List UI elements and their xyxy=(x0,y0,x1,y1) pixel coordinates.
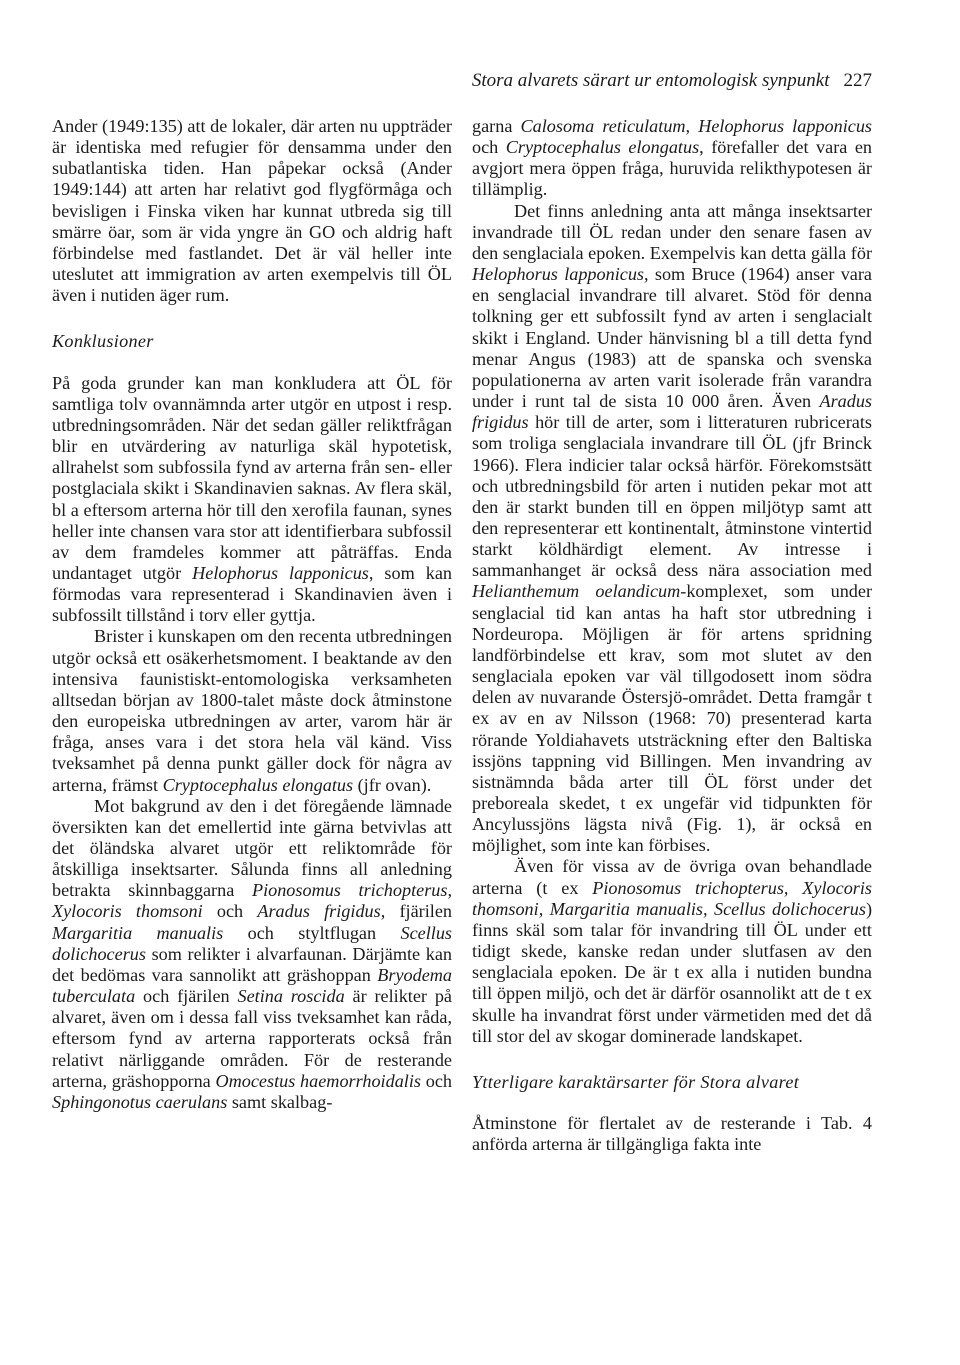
species-name: Bryodema tuberculata xyxy=(52,964,452,1007)
page-number: 227 xyxy=(843,70,872,91)
species-name: Sphingonotus caerulans xyxy=(52,1091,228,1112)
species-name: Omocestus haemorrhoidalis xyxy=(215,1070,421,1091)
text-run: (jfr ovan). xyxy=(353,774,432,795)
text-run: Mot bakgrund av den i det föregående lämnade översikten kan det emellertid inte gärna betvivlas att det öländska alvaret utgör ett reliktområde för åtskilliga insektsarter. Sålunda finns all anledning betrakta skinnbaggarna xyxy=(52,795,452,901)
species-name: Calosoma reticulatum, Helophorus lapponicus xyxy=(520,116,873,136)
species-name: Cryptocephalus elongatus xyxy=(162,774,354,795)
left-paragraph-2 xyxy=(52,373,452,627)
section-heading-ytterligare: Ytterligare karaktärsarter för Stora alvaret xyxy=(472,1071,800,1092)
right-paragraph-4 xyxy=(472,1113,872,1155)
text-run: Brister i kunskapen om den recenta utbredningen utgör också ett osäkerhetsmoment. I beaktande av den intensiva faunistiskt-entomologiska verksamheten alltsedan början av 1800-talet måste dock åtminstone den europeiska utbredningen av arter, varom här är fråga, anses vara i det stora hela väl känd. Viss tveksamhet på denna punkt gäller dock för några av arterna, främst xyxy=(52,626,452,795)
species-name: Pionosomus trichopterus, Xylocoris thomsoni xyxy=(52,880,452,922)
right-paragraph-1 xyxy=(472,116,872,201)
text-run: garna xyxy=(472,116,521,136)
text-run: samt skalbag- xyxy=(227,1091,333,1112)
left-column xyxy=(52,116,452,1113)
text-run: och fjärilen xyxy=(135,986,238,1007)
right-paragraph-3 xyxy=(472,856,872,1046)
text-run: , förefaller det vara en avgjort mera öppen fråga, huruvida relikthypotesen är tillämplig. xyxy=(472,137,872,200)
left-paragraph-3 xyxy=(52,626,452,795)
species-name: Helophorus lapponicus xyxy=(192,562,369,583)
left-paragraph-4 xyxy=(52,796,452,1113)
text-run: Även för vissa av de övriga ovan behandlade arterna (t ex xyxy=(472,856,872,898)
species-name: Aradus frigidus xyxy=(472,391,872,433)
text-run: Åtminstone för flertalet av de resterande i Tab. 4 anförda arterna är tillgängliga fakta inte xyxy=(472,1113,872,1155)
right-paragraph-2 xyxy=(472,201,872,857)
species-name: Cryptocephalus elongatus xyxy=(505,137,700,158)
text-run: , som kan förmodas vara representerad i Skandinavien även i subfossilt tillstånd i torv eller gyttja. xyxy=(52,562,452,626)
text-run: hör till de arter, som i litteraturen rubricerats som troliga senglaciala invandrare till ÖL (jfr Brinck 1966). Flera indicier talar också härför. Förekomstsätt och utbredningsbild för arten i nutiden pekar mot att den är starkt bunden till en öppen miljötyp samt att den representerar ett kontinentalt, åtminstone vintertid starkt köldhärdigt element. Av intresse i sammanhanget är också dess nära association med xyxy=(472,412,872,581)
text-run: som relikter i alvarfaunan. Därjämte kan det bedömas vara sannolikt att gräshoppan xyxy=(52,943,452,985)
text-run: , fjärilen xyxy=(380,901,452,922)
species-name: Aradus frigidus xyxy=(257,901,381,922)
species-name: Helianthemum oelandicum xyxy=(472,581,681,602)
text-run: ) finns skäl som talar för invandring till ÖL under ett tidigt skede, kanske redan under slutfasen av den senglaciala epoken. De är t ex alla i nutiden bundna till öppen miljö, och det är därför osannolikt att de t ex skulle ha invandrat först under värmetiden med det då till stor del av skogar dominerade landskapet. xyxy=(472,898,872,1046)
running-head-title: Stora alvarets särart ur entomologisk synpunkt xyxy=(471,70,830,91)
text-run: -komplexet, som under senglacial tid kan antas ha haft stor utbredning i Nordeuropa. Möjligen är för artens spridning landförbindelse ett krav, som mot slutet av den senglaciala epoken var väl tillgodosett inom södra delen av nuvarande Östersjö-området. Detta framgår t ex av en av Nilsson (1968: 70) presenterad karta rörande Yoldiahavets utsträckning efter den Baltiska issjöns tappning vid Billingen. Men invandring av sistnämnda båda arter till ÖL först under det preboreala skedet, t ex ungefär vid tidpunkten för Ancylussjöns lägsta nivå (Fig. 1), är också en möjlighet, som inte kan förbises. xyxy=(472,581,873,856)
text-run: och xyxy=(420,1070,452,1091)
text-run: På goda grunder kan man konkludera att ÖL för samtliga tolv ovannämnda arter utgör en utpost i resp. utbredningsområden. När det sedan gäller reliktfrågan blir en utvärdering av naturliga skäl hypotetisk, allrahelst som subfossila fynd av arterna från sen- eller postglaciala skikt i Skandinavien saknas. Av flera skäl, bl a eftersom arterna hör till den xerofila faunan, synes heller inte chansen vara stor att identifierbara subfossil av dem framdeles kommer att påträffas. Enda undantaget utgör xyxy=(52,372,452,583)
species-name: Setina roscida xyxy=(237,986,345,1007)
text-run: och xyxy=(472,137,506,158)
section-heading-konklusioner: Konklusioner xyxy=(52,331,154,352)
text-run: och styltflugan xyxy=(223,922,401,943)
right-column xyxy=(472,116,872,1155)
running-head xyxy=(432,68,872,94)
species-name: Margaritia manualis xyxy=(52,922,224,943)
text-run: och xyxy=(202,901,258,922)
text-run: Det finns anledning anta att många insektsarter invandrade till ÖL redan under den senare fasen av den senglaciala epoken. Exempelvis kan detta gälla för xyxy=(472,200,872,263)
species-name: Scellus dolichocerus xyxy=(52,922,452,964)
text-run: , som Bruce (1964) anser vara en senglacial invandrare till alvaret. Stöd för denna tolkning ger ett subfossilt fynd av arten i senglacialt skikt i England. Under hänvisning bl a till detta fynd menar Angus (1983) att de spanska och svenska populationerna av arten varit isolerade från varandra under i runt tal de sista 10 000 åren. Även xyxy=(472,264,872,412)
species-name: Pionosomus trichopterus, Xylocoris thomsoni, Margaritia manualis, Scellus dolichocerus xyxy=(472,877,872,919)
species-name: Helophorus lapponicus xyxy=(472,264,645,285)
text-run: Ander (1949:135) att de lokaler, där arten nu uppträder är identiska med refugier för densamma under den subatlantiska tiden. Han påpekar också (Ander 1949:144) att arten har relativt god flygförmåga och bevisligen i Finska viken har kunnat utbreda sig till smärre öar, som är vida yngre än GO och aldrig haft förbindelse med fastlandet. Det är väl heller inte uteslutet att immigration av arten exempelvis till ÖL även i nutiden äger rum. xyxy=(52,116,452,306)
left-paragraph-1 xyxy=(52,116,452,306)
text-run: är relikter på alvaret, även om i dessa fall viss tveksamhet kan råda, eftersom fynd av arterna rapporterats också från relativt närliggande områden. För de resterande arterna, gräshopporna xyxy=(52,986,452,1091)
